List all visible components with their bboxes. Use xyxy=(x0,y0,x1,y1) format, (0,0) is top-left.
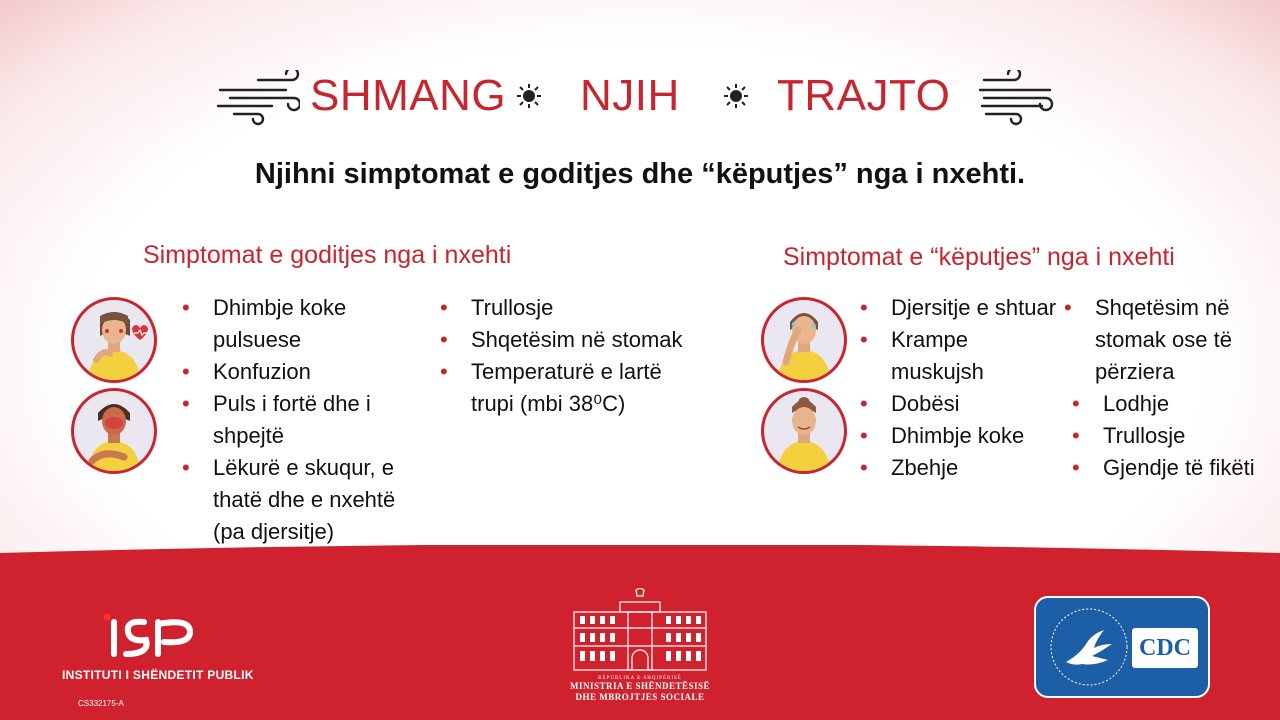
list-item: • Zbehje xyxy=(860,452,1060,484)
list-item: • Trullosje xyxy=(1072,420,1262,452)
ministry-name-line2: DHE MBROJTJES SOCIALE xyxy=(575,692,705,702)
list-item: • Shqetësim në stomak ose të përziera xyxy=(1064,292,1254,388)
list-item: • Shqetësim në stomak xyxy=(440,324,710,356)
list-item: • Puls i fortë dhe i shpejtë xyxy=(182,388,427,452)
list-item: • Temperaturë e lartë trupi (mbi 38⁰C) xyxy=(440,356,710,420)
list-item: • Konfuzion xyxy=(182,356,427,388)
ministry-logo-text xyxy=(540,676,740,703)
exhaustion-list-2 xyxy=(1064,292,1254,484)
exhaustion-title: Simptomat e “këputjes” nga i nxehti xyxy=(783,243,1175,271)
header-word-njih: NJIH xyxy=(580,71,680,120)
exhaustion-list-1 xyxy=(860,292,1060,484)
avatar-sweating-woman xyxy=(761,297,847,383)
list-item: • Krampe muskujsh xyxy=(860,324,1060,388)
heatstroke-list-2 xyxy=(440,292,710,420)
isp-logo xyxy=(100,608,204,662)
list-item: • Lodhje xyxy=(1072,388,1262,420)
list-item: • Dhimbje koke pulsuese xyxy=(182,292,427,356)
sun-icon-1 xyxy=(517,84,541,108)
list-item: • Trullosje xyxy=(440,292,710,324)
list-item: • Lëkurë e skuqur, e thatë dhe e nxehtë (pa djersitje) xyxy=(182,452,427,548)
ministry-name-line1: MINISTRIA E SHËNDETËSISË xyxy=(569,681,711,691)
header-word-shmang: SHMANG xyxy=(310,71,507,120)
isp-name: INSTITUTI I SHËNDETIT PUBLIK xyxy=(62,668,254,682)
avatar-headache-woman xyxy=(71,297,157,383)
avatar-dizzy-woman xyxy=(761,388,847,474)
ministry-country: REPUBLIKA E SHQIPËRISË xyxy=(598,676,682,681)
header-word-trajto: TRAJTO xyxy=(777,71,951,120)
ministry-building-icon xyxy=(566,588,714,674)
avatar-flushed-woman xyxy=(71,388,157,474)
heatstroke-list-1 xyxy=(182,292,427,548)
wind-icon-left xyxy=(214,70,300,126)
wind-icon-right xyxy=(976,70,1062,126)
page-subtitle: Njihni simptomat e goditjes dhe “këputjes” nga i nxehti. xyxy=(254,158,1026,190)
cdc-label: CDC xyxy=(1139,635,1191,661)
heatstroke-title: Simptomat e goditjes nga i nxehti xyxy=(143,241,512,269)
list-item: • Dobësi xyxy=(860,388,1060,420)
document-code: CS332175-A xyxy=(78,699,124,708)
hhs-seal-icon xyxy=(1046,604,1132,690)
list-item: • Dhimbje koke xyxy=(860,420,1060,452)
list-item: • Djersitje e shtuar xyxy=(860,292,1060,324)
list-item: • Gjendje të fikëti xyxy=(1072,452,1262,484)
sun-icon-2 xyxy=(724,84,748,108)
